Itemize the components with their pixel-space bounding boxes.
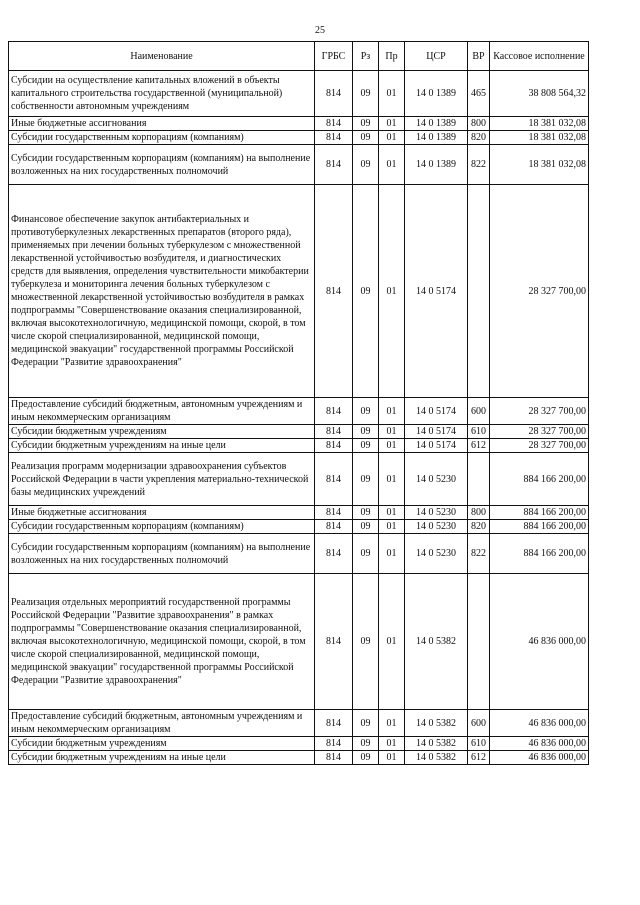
table-row bbox=[9, 751, 589, 765]
table-row bbox=[9, 117, 589, 131]
row-pr: 01 bbox=[379, 710, 405, 737]
row-grbs: 814 bbox=[315, 506, 353, 520]
table-row bbox=[9, 71, 589, 117]
row-amount: 28 327 700,00 bbox=[490, 185, 589, 398]
row-amount: 18 381 032,08 bbox=[490, 145, 589, 185]
row-pr: 01 bbox=[379, 520, 405, 534]
row-name: Субсидии государственным корпорациям (компаниям) bbox=[9, 131, 315, 145]
row-rz: 09 bbox=[353, 520, 379, 534]
row-rz: 09 bbox=[353, 185, 379, 398]
table-row bbox=[9, 439, 589, 453]
table-row bbox=[9, 710, 589, 737]
row-grbs: 814 bbox=[315, 117, 353, 131]
row-pr: 01 bbox=[379, 751, 405, 765]
table-row bbox=[9, 398, 589, 425]
row-grbs: 814 bbox=[315, 145, 353, 185]
row-amount: 46 836 000,00 bbox=[490, 710, 589, 737]
row-name: Финансовое обеспечение закупок антибактериальных и противотуберкулезных лекарственных препаратов (второго ряда), применяемых при лечении больных туберкулезом с множественной лекарственной устойчивостью возбудителя, и диагностических средств для выявления, определения чувствительности микобактерии туберкулеза и мониторинга лечения больных туберкулезом с множественной лекарственной устойчивостью возбудителя в рамках подпрограммы "Совершенствование оказания специализированной, включая высокотехнологичную, медицинской помощи, скорой, в том числе скорой специализированной, медицинской помощи, медицинской эвакуации" государственной программы Российской Федерации "Развитие здравоохранения" bbox=[9, 185, 315, 398]
row-vr: 820 bbox=[468, 131, 490, 145]
row-pr: 01 bbox=[379, 398, 405, 425]
table-row bbox=[9, 425, 589, 439]
row-rz: 09 bbox=[353, 737, 379, 751]
row-csr: 14 0 5230 bbox=[405, 534, 468, 574]
row-rz: 09 bbox=[353, 506, 379, 520]
row-vr bbox=[468, 185, 490, 398]
row-rz: 09 bbox=[353, 574, 379, 710]
row-vr: 465 bbox=[468, 71, 490, 117]
row-grbs: 814 bbox=[315, 398, 353, 425]
row-grbs: 814 bbox=[315, 185, 353, 398]
row-amount: 18 381 032,08 bbox=[490, 117, 589, 131]
row-grbs: 814 bbox=[315, 574, 353, 710]
row-name: Предоставление субсидий бюджетным, автономным учреждениям и иным некоммерческим организациям bbox=[9, 398, 315, 425]
header-pr: Пр bbox=[379, 42, 405, 71]
row-csr: 14 0 5230 bbox=[405, 506, 468, 520]
row-pr: 01 bbox=[379, 439, 405, 453]
header-csr: ЦСР bbox=[405, 42, 468, 71]
row-rz: 09 bbox=[353, 439, 379, 453]
row-pr: 01 bbox=[379, 145, 405, 185]
row-csr: 14 0 1389 bbox=[405, 71, 468, 117]
row-rz: 09 bbox=[353, 453, 379, 506]
budget-table bbox=[8, 41, 589, 765]
row-amount: 884 166 200,00 bbox=[490, 506, 589, 520]
row-name: Субсидии бюджетным учреждениям на иные цели bbox=[9, 439, 315, 453]
row-pr: 01 bbox=[379, 117, 405, 131]
row-rz: 09 bbox=[353, 534, 379, 574]
page-number: 25 bbox=[315, 25, 325, 36]
row-csr: 14 0 5174 bbox=[405, 398, 468, 425]
row-grbs: 814 bbox=[315, 710, 353, 737]
table-row bbox=[9, 506, 589, 520]
row-vr: 822 bbox=[468, 145, 490, 185]
row-name: Реализация программ модернизации здравоохранения субъектов Российской Федерации в части укрепления материально-технической базы медицинских учреждений bbox=[9, 453, 315, 506]
row-csr: 14 0 5230 bbox=[405, 520, 468, 534]
row-grbs: 814 bbox=[315, 534, 353, 574]
header-amount: Кассовое исполнение bbox=[490, 42, 589, 71]
row-name: Субсидии бюджетным учреждениям bbox=[9, 737, 315, 751]
row-pr: 01 bbox=[379, 71, 405, 117]
header-grbs: ГРБС bbox=[315, 42, 353, 71]
row-rz: 09 bbox=[353, 751, 379, 765]
header-name: Наименование bbox=[9, 42, 315, 71]
row-rz: 09 bbox=[353, 425, 379, 439]
row-pr: 01 bbox=[379, 185, 405, 398]
row-name: Предоставление субсидий бюджетным, автономным учреждениям и иным некоммерческим организациям bbox=[9, 710, 315, 737]
row-amount: 18 381 032,08 bbox=[490, 131, 589, 145]
row-pr: 01 bbox=[379, 737, 405, 751]
row-amount: 884 166 200,00 bbox=[490, 534, 589, 574]
header-vr: ВР bbox=[468, 42, 490, 71]
table-row bbox=[9, 534, 589, 574]
row-amount: 28 327 700,00 bbox=[490, 439, 589, 453]
row-name: Реализация отдельных мероприятий государственной программы Российской Федерации "Развитие здравоохранения" в рамках подпрограммы "Совершенствование оказания специализированной, включая высокотехнологичную, медицинской помощи, скорой, в том числе скорой специализированной, медицинской помощи, медицинской эвакуации" государственной программы Российской Федерации "Развитие здравоохранения" bbox=[9, 574, 315, 710]
row-vr bbox=[468, 574, 490, 710]
row-csr: 14 0 5382 bbox=[405, 751, 468, 765]
table-row bbox=[9, 737, 589, 751]
row-vr: 612 bbox=[468, 439, 490, 453]
row-csr: 14 0 1389 bbox=[405, 131, 468, 145]
row-csr: 14 0 5382 bbox=[405, 574, 468, 710]
table-row bbox=[9, 574, 589, 710]
row-grbs: 814 bbox=[315, 131, 353, 145]
row-name: Субсидии государственным корпорациям (компаниям) bbox=[9, 520, 315, 534]
row-pr: 01 bbox=[379, 574, 405, 710]
row-vr: 610 bbox=[468, 425, 490, 439]
row-grbs: 814 bbox=[315, 751, 353, 765]
table-row bbox=[9, 185, 589, 398]
row-vr: 820 bbox=[468, 520, 490, 534]
table-row bbox=[9, 145, 589, 185]
row-vr: 800 bbox=[468, 506, 490, 520]
row-csr: 14 0 1389 bbox=[405, 117, 468, 131]
row-amount: 46 836 000,00 bbox=[490, 751, 589, 765]
row-rz: 09 bbox=[353, 398, 379, 425]
row-vr: 822 bbox=[468, 534, 490, 574]
row-rz: 09 bbox=[353, 131, 379, 145]
row-amount: 46 836 000,00 bbox=[490, 737, 589, 751]
row-name: Субсидии на осуществление капитальных вложений в объекты капитального строительства государственной (муниципальной) собственности автономным учреждениям bbox=[9, 71, 315, 117]
row-csr: 14 0 5174 bbox=[405, 439, 468, 453]
row-vr: 612 bbox=[468, 751, 490, 765]
row-amount: 884 166 200,00 bbox=[490, 520, 589, 534]
row-amount: 28 327 700,00 bbox=[490, 425, 589, 439]
row-name: Иные бюджетные ассигнования bbox=[9, 506, 315, 520]
row-csr: 14 0 5230 bbox=[405, 453, 468, 506]
row-csr: 14 0 1389 bbox=[405, 145, 468, 185]
row-csr: 14 0 5382 bbox=[405, 710, 468, 737]
row-name: Субсидии государственным корпорациям (компаниям) на выполнение возложенных на них государственных полномочий bbox=[9, 145, 315, 185]
table-row bbox=[9, 453, 589, 506]
row-csr: 14 0 5174 bbox=[405, 185, 468, 398]
row-amount: 38 808 564,32 bbox=[490, 71, 589, 117]
row-grbs: 814 bbox=[315, 520, 353, 534]
row-rz: 09 bbox=[353, 710, 379, 737]
row-rz: 09 bbox=[353, 145, 379, 185]
row-amount: 884 166 200,00 bbox=[490, 453, 589, 506]
row-grbs: 814 bbox=[315, 425, 353, 439]
row-csr: 14 0 5174 bbox=[405, 425, 468, 439]
row-pr: 01 bbox=[379, 131, 405, 145]
row-grbs: 814 bbox=[315, 737, 353, 751]
row-csr: 14 0 5382 bbox=[405, 737, 468, 751]
header-rz: Рз bbox=[353, 42, 379, 71]
row-pr: 01 bbox=[379, 534, 405, 574]
row-rz: 09 bbox=[353, 71, 379, 117]
row-grbs: 814 bbox=[315, 71, 353, 117]
row-vr: 600 bbox=[468, 710, 490, 737]
row-name: Субсидии бюджетным учреждениям bbox=[9, 425, 315, 439]
row-grbs: 814 bbox=[315, 439, 353, 453]
row-amount: 28 327 700,00 bbox=[490, 398, 589, 425]
row-name: Субсидии бюджетным учреждениям на иные цели bbox=[9, 751, 315, 765]
row-pr: 01 bbox=[379, 453, 405, 506]
table-header-row bbox=[9, 42, 589, 71]
row-vr: 800 bbox=[468, 117, 490, 131]
row-grbs: 814 bbox=[315, 453, 353, 506]
row-name: Субсидии государственным корпорациям (компаниям) на выполнение возложенных на них государственных полномочий bbox=[9, 534, 315, 574]
row-pr: 01 bbox=[379, 425, 405, 439]
row-vr bbox=[468, 453, 490, 506]
row-amount: 46 836 000,00 bbox=[490, 574, 589, 710]
table-row bbox=[9, 131, 589, 145]
row-vr: 610 bbox=[468, 737, 490, 751]
row-name: Иные бюджетные ассигнования bbox=[9, 117, 315, 131]
table-row bbox=[9, 520, 589, 534]
row-rz: 09 bbox=[353, 117, 379, 131]
row-pr: 01 bbox=[379, 506, 405, 520]
row-vr: 600 bbox=[468, 398, 490, 425]
